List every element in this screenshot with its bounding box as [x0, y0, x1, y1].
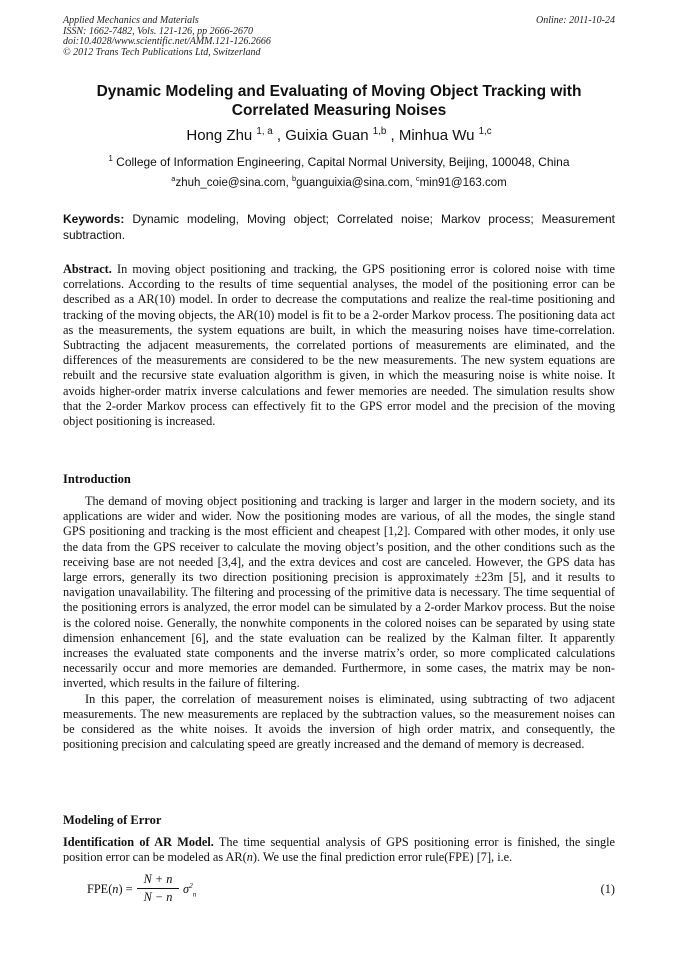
- author-affil-mark: 1,c: [478, 126, 492, 137]
- introduction-body: [63, 494, 615, 752]
- sigma-symbol: σ: [183, 882, 190, 896]
- email-list: [63, 176, 615, 191]
- equation-sigma: [183, 882, 196, 898]
- title-line-2: Correlated Measuring Noises: [231, 102, 447, 119]
- issn-line: ISSN: 1662-7482, Vols. 121-126, pp 2666-2670: [63, 25, 253, 37]
- author-separator: ,: [276, 127, 286, 144]
- modeling-heading: Modeling of Error: [63, 813, 162, 827]
- identification-text: ). We use the final prediction error rule(FPE) [7], i.e.: [252, 850, 513, 865]
- keywords: [63, 211, 615, 243]
- email-address: min91@163.com: [419, 177, 507, 189]
- equation-denominator: N − n: [143, 890, 173, 904]
- keywords-label: Keywords:: [63, 212, 125, 226]
- paragraph: The demand of moving object positioning and tracking is larger and larger in the modern society, and its applications are wider and wider. Now the positioning modes are various, of all the modes, the single stand GPS positioning and tracking is the most efficient and cheapest [1,2]. Compared with other modes, it only use the data from the GPS receiver to calculate the moving object’s position, and the other conditions such as the receiving base are not needed [3,4], and the extra devices and cost are canceled. However, the GPS data has large errors, generally its two direction positioning precision is approximately ±23m [5], and it results to navigation unavailability. The filtering and processing of the primitive data is necessary. The time sequential of the positioning errors is analyzed, the error model can be simulated by a 2-order Markov process. But the noise is the colored noise. Generally, the nonwhite components in the colored noises can be separated by using state dimension enhancement [6], and the state evaluation can be realized by the Kalman filter. It apparently increases the evaluated state components and the inverse matrix’s order, so more complicated calculations necessarily occur and more memories are demanded. Furthermore, in some cases, the matrix may be non-inverted, which results in the failure of filtering.: [63, 494, 615, 691]
- equation-fn: FPE(: [87, 882, 113, 896]
- abstract: [63, 262, 615, 429]
- affiliation-text: College of Information Engineering, Capital Normal University, Beijing, 100048, China: [116, 155, 570, 169]
- email-address: guanguixia@sina.com: [296, 177, 410, 189]
- identification-label: Identification of AR Model.: [63, 835, 214, 849]
- author-separator: ,: [390, 127, 399, 144]
- paragraph: In this paper, the correlation of measurement noises is eliminated, using subtracting of two adjacent measurements. The new measurements are replaced by the subtraction values, so the measurement noises can be considered as the white noises. It avoids the inversion of high order matrix, and consequently, the positioning precision and calculating speed are greatly increased and the demand of memory is decreased.: [63, 691, 615, 752]
- identification-text: The time sequential analysis of GPS positioning error is finished, the single position error can be modeled as AR(: [63, 835, 616, 865]
- author-affil-mark: 1,b: [372, 126, 387, 137]
- email-mark: c: [415, 174, 420, 184]
- equation-fraction: [137, 872, 179, 905]
- introduction-heading: Introduction: [63, 472, 131, 486]
- affiliation-mark: 1: [108, 154, 113, 163]
- author-list: [63, 126, 615, 146]
- identification-paragraph: [63, 835, 615, 865]
- abstract-label: Abstract.: [63, 262, 112, 276]
- fraction-bar: [137, 888, 179, 889]
- equation-eq: ) =: [118, 882, 133, 896]
- equation-numerator: N + n: [143, 872, 173, 886]
- author-name: Hong Zhu: [186, 127, 253, 144]
- doi-line: doi:10.4028/www.scientific.net/AMM.121-126.2666: [63, 36, 271, 48]
- journal-name: Applied Mechanics and Materials: [63, 15, 199, 26]
- email-mark: b: [291, 174, 297, 184]
- email-mark: a: [171, 174, 176, 184]
- keywords-text: Dynamic modeling, Moving object; Correlated noise; Markov process; Measurement subtraction.: [63, 212, 615, 242]
- equation-1: [87, 870, 615, 910]
- equation-lhs: [87, 882, 133, 897]
- author-affil-mark: 1, a: [256, 126, 273, 137]
- title-line-1: Dynamic Modeling and Evaluating of Moving Object Tracking with: [96, 83, 582, 100]
- journal-header: [63, 16, 615, 58]
- sigma-sup: 2: [189, 880, 193, 890]
- email-separator: ,: [285, 177, 292, 189]
- author-name: Guixia Guan: [285, 127, 369, 144]
- email-address: zhuh_coie@sina.com: [175, 177, 286, 189]
- copyright-line: © 2012 Trans Tech Publications Ltd, Switzerland: [63, 46, 261, 58]
- equation-number: (1): [600, 882, 615, 896]
- paper-title: [63, 82, 615, 120]
- identification-var: n: [246, 850, 253, 865]
- affiliation: [63, 154, 615, 170]
- author-name: Minhua Wu: [398, 127, 475, 144]
- sigma-sub: n: [192, 889, 197, 899]
- online-date: Online: 2011-10-24: [536, 15, 615, 26]
- email-separator: ,: [409, 177, 416, 189]
- abstract-text: In moving object positioning and tracking, the GPS positioning error is colored noise with time correlations. According to the results of time sequential analyses, the model of the positioning error can be described as a AR(10) model. In order to decrease the computations and realize the real-time positioning and tracking of the moving objects, the AR(10) model is fit to be a 2-order Markov process. The positioning data act as the measurements, the system equations are built, in which the measuring noises have time-correlation. Subtracting the adjacent measurements, the correlated portions of measurements are eliminated, and the differences of the measurements are considered to be the new measurements. The new system equations are rebuilt and the recursive state evaluation algorithm is given, in which the measuring noise is white noise. It avoids higher-order matrix inverse calculations and fewer memories are needed. The simulation results show that the 2-order Markov process can effectively fit to the GPS error model and the precision of the moving object positioning is increased.: [63, 262, 615, 429]
- equation-var: n: [112, 882, 119, 896]
